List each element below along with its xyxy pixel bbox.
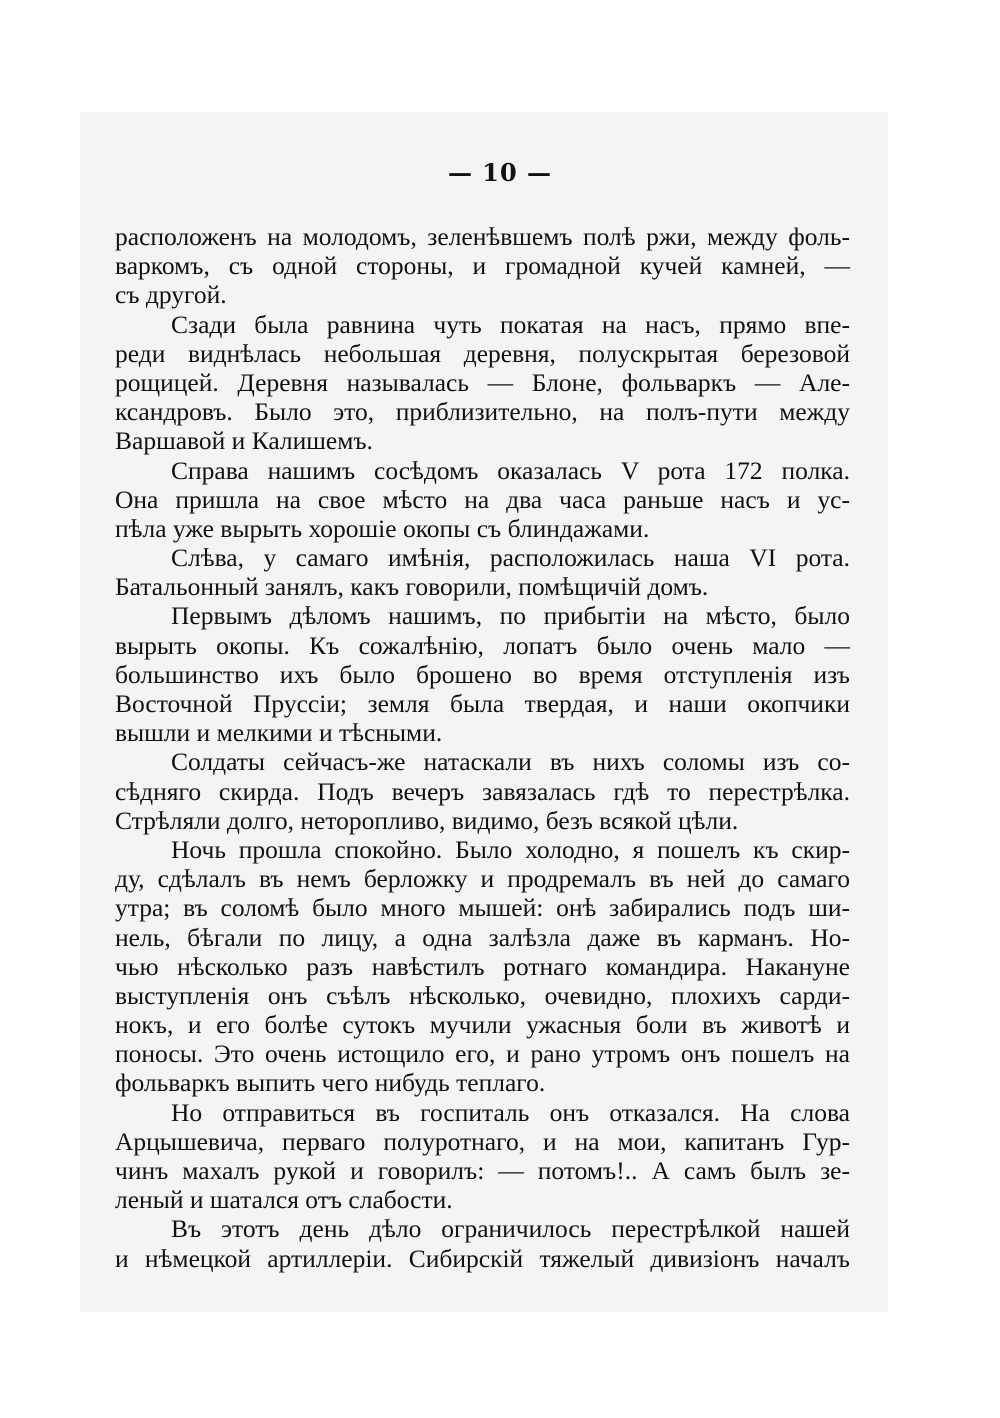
text-line: Первымъ дѣломъ нашимъ, по прибытіи на мѣсто, было — [171, 601, 850, 631]
text-line: чью нѣсколько разъ навѣстилъ ротнаго командира. Накануне — [115, 951, 850, 981]
text-line: Ночь прошла спокойно. Было холодно, я пошелъ къ скир- — [171, 834, 850, 864]
text-line: реди виднѣлась небольшая деревня, полускрытая березовой — [115, 338, 850, 368]
paragraph — [115, 543, 850, 601]
text-line: пѣла уже вырыть хорошіе окопы съ блиндажами. — [115, 513, 650, 543]
text-line: Варшавой и Калишемъ. — [115, 426, 373, 456]
text-line: Стрѣляли долго, неторопливо, видимо, безъ всякой цѣли. — [115, 805, 739, 835]
paragraph — [115, 456, 850, 544]
text-line: нель, бѣгали по лицу, а одна залѣзла даже въ карманъ. Но- — [115, 922, 850, 952]
text-line: ду, сдѣлалъ въ немъ берложку и продремалъ въ ней до самаго — [115, 864, 850, 894]
text-line: утра; въ соломѣ было много мышей: онѣ забирались подъ ши- — [115, 893, 850, 923]
text-line: Въ этотъ день дѣло ограничилось перестрѣлкой нашей — [171, 1214, 850, 1244]
text-line: вышли и мелкими и тѣсными. — [115, 718, 443, 748]
page-number: — 10 — — [447, 158, 553, 187]
paragraph — [115, 1214, 850, 1272]
text-line: Батальонный занялъ, какъ говорили, помѣщичій домъ. — [115, 572, 709, 602]
text-line: поносы. Это очень истощило его, и рано утромъ онъ пошелъ на — [115, 1039, 850, 1069]
text-line: чинъ махалъ рукой и говорилъ: — потомъ!.. А самъ былъ зе- — [115, 1156, 850, 1185]
paragraph — [115, 835, 850, 1098]
text-line: фольваркъ выпить чего нибудь теплаго. — [115, 1068, 546, 1098]
text-line: вырыть окопы. Къ сожалѣнію, лопатъ было очень мало — — [115, 630, 850, 660]
paragraph — [115, 601, 850, 747]
paragraph — [115, 310, 850, 456]
text-line: Но отправиться въ госпиталь онъ отказался. На слова — [171, 1097, 850, 1127]
text-line: Восточной Пруссіи; земля была твердая, и наши окопчики — [115, 689, 850, 718]
text-line: нокъ, и его болѣе сутокъ мучили ужасныя боли въ животѣ и — [115, 1010, 850, 1040]
text-line: съ другой. — [115, 280, 227, 310]
text-line: и нѣмецкой артиллеріи. Сибирскій тяжелый дивизіонъ началъ — [115, 1243, 850, 1273]
text-line: варкомъ, съ одной стороны, и громадной кучей камней, — — [115, 251, 850, 281]
paragraph — [115, 1098, 850, 1215]
paragraph — [115, 747, 850, 835]
text-line: леный и шатался отъ слабости. — [115, 1185, 453, 1215]
text-line: выступленія онъ съѣлъ нѣсколько, очевидно, плохихъ сарди- — [115, 980, 850, 1010]
text-line: сѣдняго скирда. Подъ вечеръ завязалась гдѣ то перестрѣлка. — [115, 776, 850, 806]
text-line: Сзади была равнина чуть покатая на насъ, прямо впе- — [171, 309, 850, 339]
text-line: рощицей. Деревня называлась — Блоне, фольваркъ — Але- — [115, 367, 850, 397]
text-line: Арцышевича, перваго полуротнаго, и на мои, капитанъ Гур- — [115, 1126, 850, 1156]
text-line: ксандровъ. Было это, приблизительно, на полъ-пути между — [115, 397, 850, 427]
text-line: Справа нашимъ сосѣдомъ оказалась V рота 172 полка. — [171, 455, 850, 485]
text-line: большинство ихъ было брошено во время отступленія изъ — [115, 659, 850, 689]
body-text — [115, 222, 850, 1273]
text-line: Слѣва, у самаго имѣнія, расположилась наша VI рота. — [171, 543, 850, 573]
text-line: расположенъ на молодомъ, зеленѣвшемъ полѣ ржи, между фоль- — [115, 222, 850, 251]
text-line: Она пришла на свое мѣсто на два часа раньше насъ и ус- — [115, 484, 850, 514]
text-line: Солдаты сейчасъ-же натаскали въ нихъ соломы изъ со- — [171, 747, 850, 777]
paragraph — [115, 222, 850, 310]
